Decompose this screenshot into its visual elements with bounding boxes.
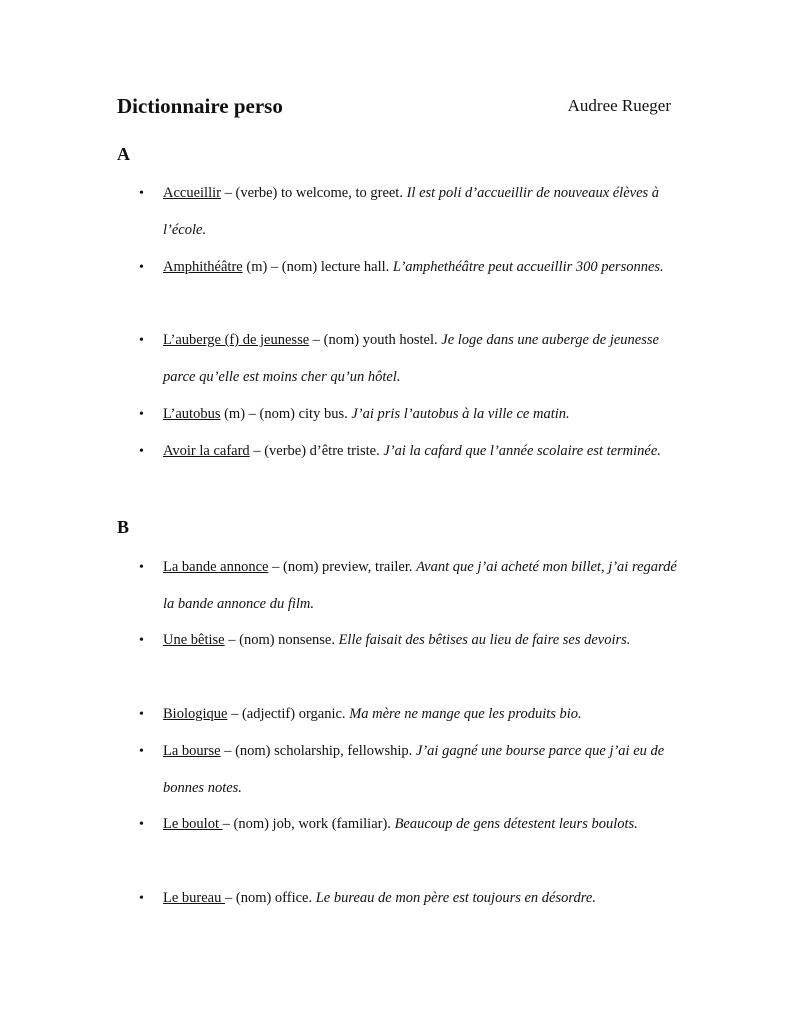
entry-example: Elle faisait des bêtises au lieu de faire ses devoirs. <box>338 632 631 648</box>
entry-definition: – (nom) job, work (familiar). <box>222 816 395 832</box>
bullet-icon: • <box>139 186 144 201</box>
entry-term: Accueillir <box>163 185 221 201</box>
bullet-icon: • <box>139 260 144 275</box>
entry-term: Avoir la cafard <box>163 443 250 459</box>
entry-example: J’ai gagné une bourse parce que j’ai eu de bonnes notes. <box>163 743 665 796</box>
bullet-icon: • <box>139 333 144 348</box>
entry-term: La bourse <box>163 743 221 759</box>
bullet-icon: • <box>139 744 144 759</box>
entry-definition: – (nom) scholarship, fellowship. <box>220 743 416 759</box>
entry-definition: – (nom) office. <box>225 890 316 906</box>
entry-example: J’ai la cafard que l’année scolaire est terminée. <box>383 443 661 459</box>
bullet-icon: • <box>139 633 144 648</box>
entry-example: Il est poli d’accueillir de nouveaux élèves à l’école. <box>163 185 660 238</box>
entry-definition: – (nom) nonsense. <box>224 632 339 648</box>
entry-definition: (m) – (nom) city bus. <box>220 406 352 422</box>
entry-term: La bande annonce <box>163 559 269 575</box>
entry-example: Le bureau de mon père est toujours en désordre. <box>315 890 596 906</box>
dictionary-entry <box>139 880 683 917</box>
entry-example: Je loge dans une auberge de jeunesse parce qu’elle est moins cher qu’un hôtel. <box>163 332 659 385</box>
bullet-icon: • <box>139 444 144 459</box>
entry-term: Une bêtise <box>163 632 225 648</box>
dictionary-entry <box>139 733 683 807</box>
dictionary-entry <box>139 806 683 843</box>
bullet-icon: • <box>139 891 144 906</box>
entry-example: Beaucoup de gens détestent leurs boulots. <box>394 816 638 832</box>
entry-definition: – (nom) youth hostel. <box>309 332 442 348</box>
dictionary-entry <box>139 175 683 249</box>
entry-definition: – (nom) preview, trailer. <box>268 559 417 575</box>
entry-example: Avant que j’ai acheté mon billet, j’ai regardé la bande annonce du film. <box>163 559 677 612</box>
section-letter-a: A <box>117 144 130 164</box>
bullet-icon: • <box>139 817 144 832</box>
author-name: Audree Rueger <box>567 96 671 115</box>
document-title: Dictionnaire perso <box>117 94 283 118</box>
entry-term: Le bureau <box>163 890 225 906</box>
dictionary-entry <box>139 249 683 286</box>
section-letter-b: B <box>117 517 130 537</box>
entry-example: L’amphethéâtre peut accueillir 300 personnes. <box>392 259 664 275</box>
dictionary-entry <box>139 433 683 470</box>
bullet-icon: • <box>139 707 144 722</box>
entry-definition: (m) – (nom) lecture hall. <box>242 259 393 275</box>
entry-definition: – (verbe) d’être triste. <box>249 443 384 459</box>
dictionary-entry <box>139 696 683 733</box>
entry-term: Le boulot <box>163 816 223 832</box>
entry-definition: – (adjectif) organic. <box>227 706 350 722</box>
dictionary-entry <box>139 396 683 433</box>
bullet-icon: • <box>139 560 144 575</box>
dictionary-entry <box>139 322 683 396</box>
entry-term: Biologique <box>163 706 228 722</box>
entry-term: L’autobus <box>163 406 221 422</box>
entry-term: Amphithéâtre <box>163 259 243 275</box>
entry-example: Ma mère ne mange que les produits bio. <box>349 706 582 722</box>
dictionary-entry <box>139 549 683 623</box>
entry-term: L’auberge (f) de jeunesse <box>163 332 310 348</box>
bullet-icon: • <box>139 407 144 422</box>
dictionary-entry <box>139 622 683 659</box>
entry-example: J’ai pris l’autobus à la ville ce matin. <box>351 406 570 422</box>
entry-definition: – (verbe) to welcome, to greet. <box>220 185 407 201</box>
document-header <box>117 93 671 121</box>
